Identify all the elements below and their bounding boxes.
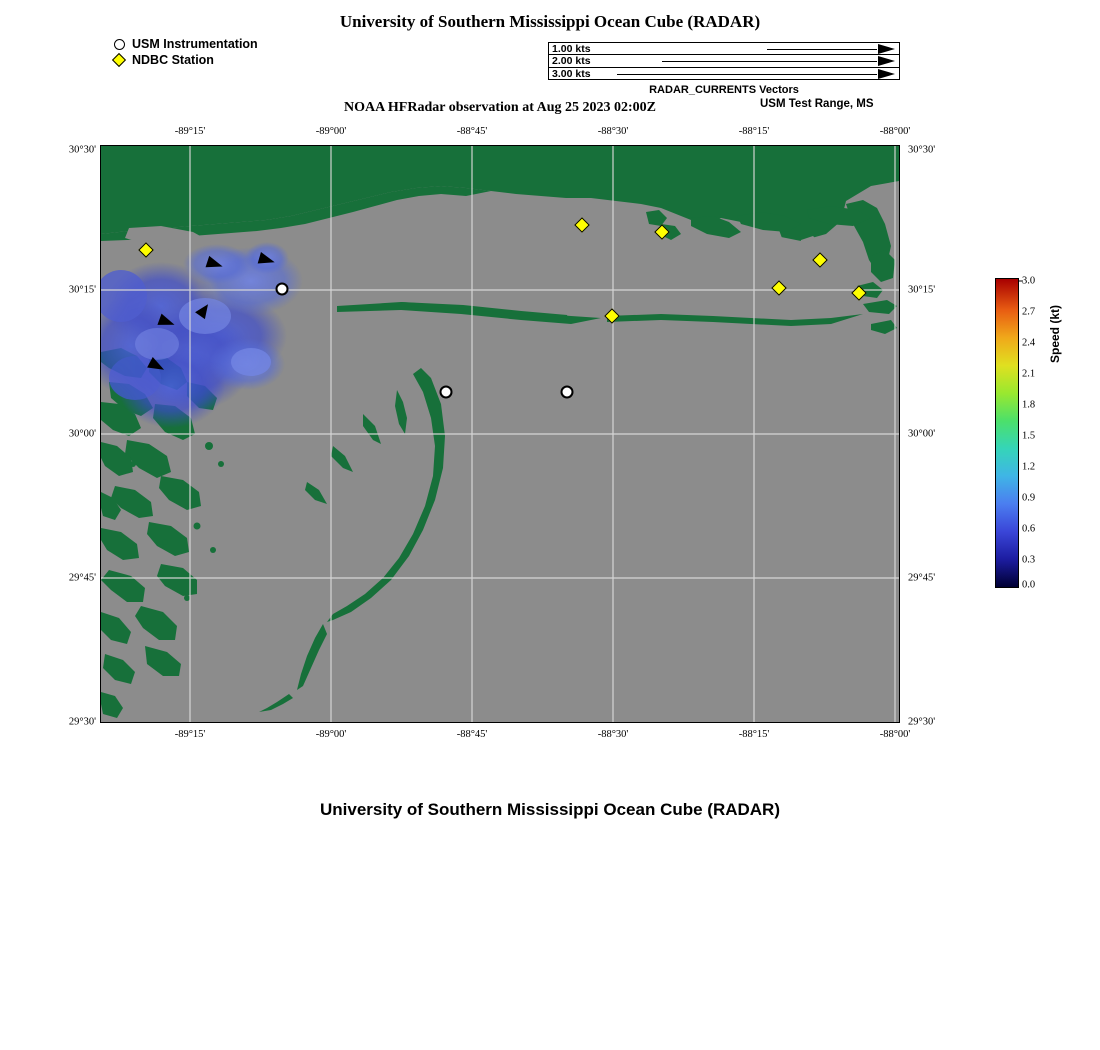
lon-tick-top-2: -88°45' [456,126,488,137]
colorbar-tick-9: 0.3 [1022,554,1036,566]
colorbar-tick-6: 1.2 [1022,461,1036,473]
lat-tick-left-2: 30°00' [68,428,96,440]
usm-station-marker[interactable] [561,386,574,399]
lat-tick-right-3: 29°45' [908,572,936,584]
vector-key-label-2: 2.00 kts [552,55,591,68]
vector-shaft-icon [617,74,877,75]
colorbar-tick-2: 2.4 [1022,337,1036,349]
map-legend [110,36,258,68]
vector-key-row-2 [549,55,899,67]
vector-key-label-1: 1.00 kts [552,43,591,55]
lon-tick-bottom-2: -88°45' [456,729,488,740]
test-range-label: USM Test Range, MS [760,98,874,110]
colorbar-tick-1: 2.7 [1022,306,1036,318]
vector-scale-key [548,42,900,80]
legend-item-ndbc-label: NDBC Station [132,53,214,67]
vector-key-caption: RADAR_CURRENTS Vectors [649,84,799,96]
lon-tick-top-3: -88°30' [597,126,629,137]
colorbar-tick-4: 1.8 [1022,399,1036,411]
vector-shaft-icon [767,49,877,50]
lon-tick-top-4: -88°15' [738,126,770,137]
lon-tick-bottom-3: -88°30' [597,729,629,740]
lon-tick-top-5: -88°00' [879,126,911,137]
lat-tick-left-3: 29°45' [68,572,96,584]
lat-tick-left-1: 30°15' [68,284,96,296]
speed-colorbar [995,275,1036,591]
lon-tick-bottom-4: -88°15' [738,729,770,740]
vector-shaft-icon [662,61,877,62]
colorbar-title: Speed (kt) [1048,304,1062,363]
colorbar-tick-5: 1.5 [1022,430,1036,442]
colorbar-tick-7: 0.9 [1022,492,1036,504]
lon-tick-bottom-5: -88°00' [879,729,911,740]
colorbar-tick-0: 3.0 [1022,275,1036,287]
lon-tick-bottom-1: -89°00' [315,729,347,740]
legend-item-ndbc [110,52,258,68]
lat-tick-right-4: 29°30' [908,716,936,728]
map-canvas[interactable] [100,145,900,723]
usm-station-marker[interactable] [276,283,289,296]
colorbar-tick-8: 0.6 [1022,523,1036,535]
circle-marker-icon [110,39,128,50]
vector-arrowhead-icon [878,69,895,79]
lat-tick-right-1: 30°15' [908,284,936,296]
page-title: University of Southern Mississippi Ocean Cube (RADAR) [339,12,761,31]
lat-tick-left-4: 29°30' [68,716,96,728]
lon-tick-bottom-0: -89°15' [174,729,206,740]
vector-arrowhead-icon [878,44,895,54]
legend-item-usm [110,36,258,52]
colorbar-tick-10: 0.0 [1022,579,1036,591]
vector-key-row-3 [549,68,899,80]
vector-key-label-3: 3.00 kts [552,67,591,80]
lat-tick-right-0: 30°30' [908,144,936,156]
vector-key-row-1 [549,43,899,55]
lon-tick-top-0: -89°15' [174,126,206,137]
colorbar-tick-3: 2.1 [1022,368,1036,380]
footer-title: University of Southern Mississippi Ocean Cube (RADAR) [319,800,780,819]
usm-station-marker[interactable] [440,386,453,399]
colorbar-gradient [995,278,1019,588]
lon-tick-top-1: -89°00' [315,126,347,137]
diamond-marker-icon [110,55,128,65]
lat-tick-left-0: 30°30' [68,144,96,156]
vector-arrowhead-icon [878,56,895,66]
observation-title: NOAA HFRadar observation at Aug 25 2023 02:00Z [343,100,657,115]
lat-tick-right-2: 30°00' [908,428,936,440]
legend-item-usm-label: USM Instrumentation [132,37,258,51]
